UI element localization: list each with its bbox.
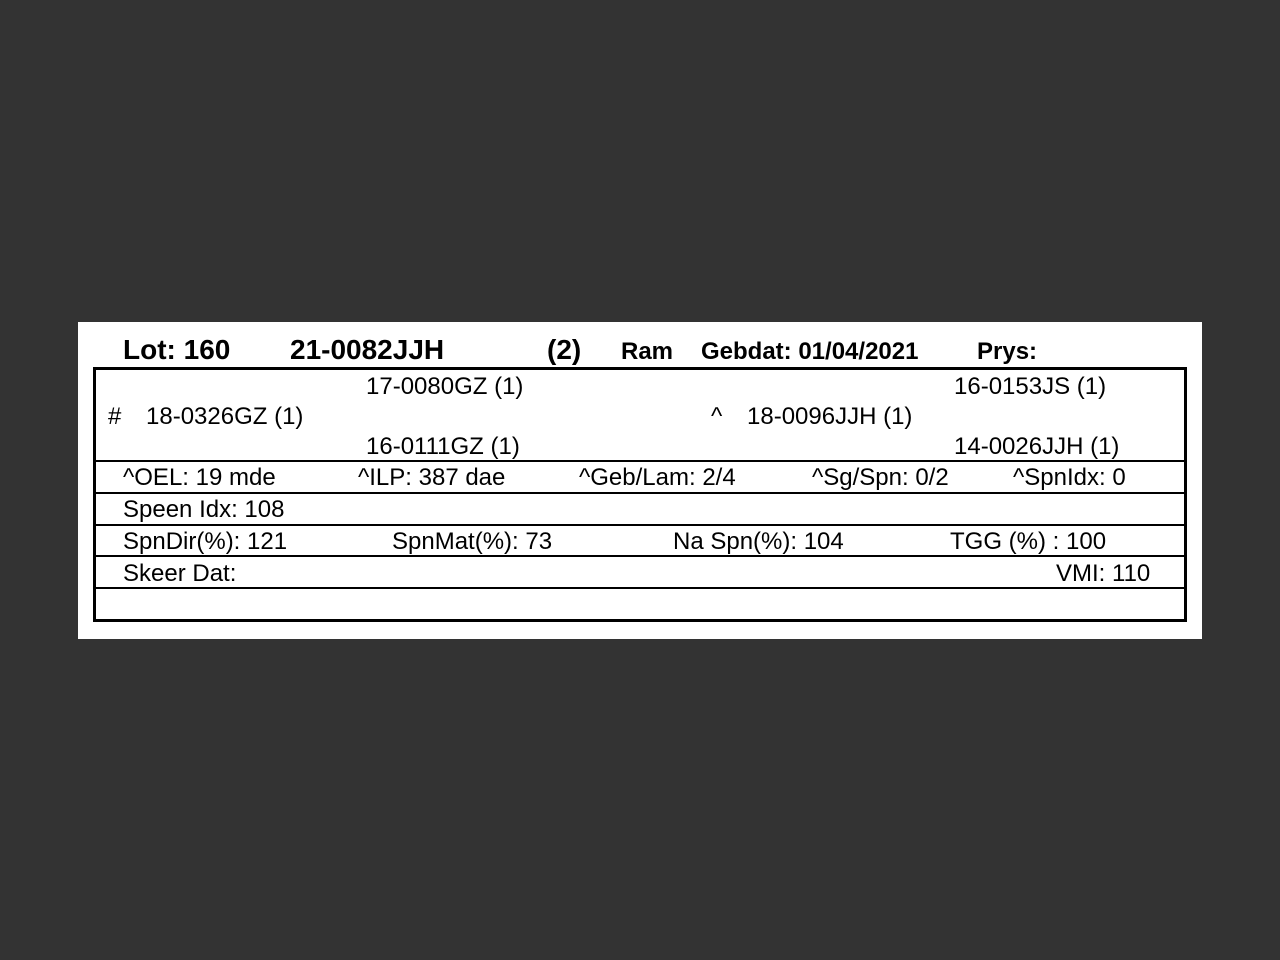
sire: 18-0326GZ (1) [146, 403, 304, 430]
speen-idx: Speen Idx: 108 [123, 496, 285, 523]
spn-idx-stat: ^SpnIdx: 0 [1013, 464, 1126, 491]
row-divider [93, 587, 1187, 589]
row-divider [93, 460, 1187, 462]
sire-dam: 16-0111GZ (1) [366, 433, 520, 460]
dam: 18-0096JJH (1) [747, 403, 913, 430]
sire-marker: # [108, 403, 122, 430]
skeer-date-label: Skeer Dat: [123, 560, 237, 587]
lot-number: Lot: 160 [123, 334, 231, 365]
vmi-value: VMI: 110 [1056, 560, 1151, 587]
sire-sire: 17-0080GZ (1) [366, 373, 524, 400]
sg-spn-stat: ^Sg/Spn: 0/2 [812, 464, 949, 491]
spn-mat: SpnMat(%): 73 [392, 528, 553, 555]
dam-marker: ^ [711, 403, 723, 430]
birth-date: Gebdat: 01/04/2021 [701, 338, 919, 365]
animal-id: 21-0082JJH [290, 334, 445, 365]
spn-dir: SpnDir(%): 121 [123, 528, 288, 555]
na-spn: Na Spn(%): 104 [673, 528, 844, 555]
lot-card [78, 322, 1202, 639]
price-label: Prys: [977, 338, 1038, 365]
tgg: TGG (%) : 100 [950, 528, 1107, 555]
animal-count: (2) [547, 334, 582, 365]
dam-sire: 16-0153JS (1) [954, 373, 1107, 400]
geb-lam-stat: ^Geb/Lam: 2/4 [579, 464, 736, 491]
row-divider [93, 492, 1187, 494]
ilp-stat: ^ILP: 387 dae [358, 464, 506, 491]
dam-dam: 14-0026JJH (1) [954, 433, 1120, 460]
animal-sex: Ram [621, 338, 674, 365]
row-divider [93, 524, 1187, 526]
oel-stat: ^OEL: 19 mde [123, 464, 276, 491]
row-divider [93, 555, 1187, 557]
